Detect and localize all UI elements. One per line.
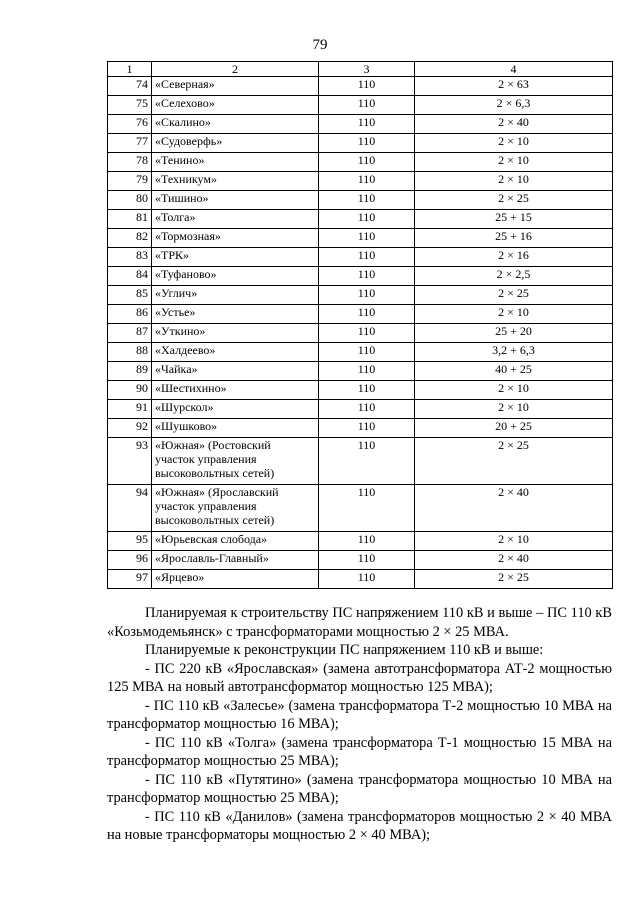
body-text (107, 604, 612, 845)
substation-name-text: «Уткино» (155, 324, 206, 338)
voltage-kv: 110 (319, 210, 415, 229)
substation-name-text: «Северная» (155, 77, 215, 91)
substation-name (152, 115, 319, 134)
substation-name (152, 191, 319, 210)
substation-name (152, 172, 319, 191)
row-number: 88 (108, 343, 152, 362)
voltage-kv: 110 (319, 153, 415, 172)
voltage-kv: 110 (319, 485, 415, 532)
paragraph: - ПС 110 кВ «Путятино» (замена трансформатора мощностью 10 МВА на трансформатор мощностью 25 МВА); (107, 771, 612, 806)
substation-name-text: «Селехово» (155, 96, 215, 110)
transformer-capacity: 2 × 25 (415, 191, 613, 210)
transformer-capacity: 25 + 20 (415, 324, 613, 343)
row-number: 83 (108, 248, 152, 267)
voltage-kv: 110 (319, 570, 415, 589)
table-row (108, 286, 613, 305)
voltage-kv: 110 (319, 551, 415, 570)
voltage-kv: 110 (319, 96, 415, 115)
substation-name-text: «Юрьевская слобода» (155, 532, 268, 546)
substation-name-text: «Тормозная» (155, 229, 221, 243)
substation-name (152, 248, 319, 267)
transformer-capacity: 2 × 40 (415, 115, 613, 134)
substation-name (152, 551, 319, 570)
substation-name (152, 229, 319, 248)
table-row (108, 210, 613, 229)
paragraph: - ПС 220 кВ «Ярославская» (замена автотрансформатора АТ-2 мощностью 125 МВА на новый автотрансформатор мощностью 125 МВА); (107, 660, 612, 695)
transformer-capacity: 2 × 10 (415, 134, 613, 153)
substation-name-text: «Ярцево» (155, 570, 205, 584)
column-header: 3 (319, 62, 415, 77)
substation-name-text: «Шушково» (155, 419, 218, 433)
voltage-kv: 110 (319, 191, 415, 210)
voltage-kv: 110 (319, 400, 415, 419)
row-number: 82 (108, 229, 152, 248)
table-row (108, 438, 613, 485)
transformer-capacity: 25 + 15 (415, 210, 613, 229)
transformer-capacity: 3,2 + 6,3 (415, 343, 613, 362)
row-number: 89 (108, 362, 152, 381)
row-number: 85 (108, 286, 152, 305)
substation-name-text: «Судоверфь» (155, 134, 223, 148)
substation-name-text: «Южная» (Ростовский участок управления высоковольтных сетей) (155, 438, 275, 480)
table-row (108, 343, 613, 362)
transformer-capacity: 2 × 40 (415, 551, 613, 570)
transformer-capacity: 2 × 25 (415, 286, 613, 305)
substation-name-text: «Устье» (155, 305, 196, 319)
paragraph: Планируемые к реконструкции ПС напряжением 110 кВ и выше: (145, 642, 544, 658)
row-number: 91 (108, 400, 152, 419)
table-row (108, 532, 613, 551)
table-row (108, 153, 613, 172)
row-number: 79 (108, 172, 152, 191)
substation-name-text: «Тишино» (155, 191, 209, 205)
row-number: 86 (108, 305, 152, 324)
voltage-kv: 110 (319, 267, 415, 286)
voltage-kv: 110 (319, 305, 415, 324)
table-row (108, 248, 613, 267)
substation-name-text: «Чайка» (155, 362, 198, 376)
voltage-kv: 110 (319, 229, 415, 248)
substation-name (152, 210, 319, 229)
substation-name (152, 324, 319, 343)
voltage-kv: 110 (319, 134, 415, 153)
substation-name-text: «Туфаново» (155, 267, 217, 281)
substation-name-text: «Ярославль-Главный» (155, 551, 269, 565)
transformer-capacity: 2 × 10 (415, 400, 613, 419)
table-row (108, 96, 613, 115)
transformer-capacity: 40 + 25 (415, 362, 613, 381)
substation-name-text: «Углич» (155, 286, 198, 300)
table-row (108, 191, 613, 210)
transformer-capacity: 2 × 16 (415, 248, 613, 267)
voltage-kv: 110 (319, 343, 415, 362)
transformer-capacity: 2 × 10 (415, 381, 613, 400)
row-number: 97 (108, 570, 152, 589)
column-header: 2 (152, 62, 319, 77)
table-row (108, 400, 613, 419)
substation-name (152, 305, 319, 324)
transformer-capacity: 2 × 25 (415, 438, 613, 485)
row-number: 84 (108, 267, 152, 286)
row-number: 94 (108, 485, 152, 532)
substation-name (152, 96, 319, 115)
substation-name (152, 438, 319, 485)
table-header-row (108, 62, 613, 77)
substation-name (152, 77, 319, 96)
row-number: 80 (108, 191, 152, 210)
transformer-capacity: 25 + 16 (415, 229, 613, 248)
voltage-kv: 110 (319, 419, 415, 438)
voltage-kv: 110 (319, 438, 415, 485)
table-row (108, 305, 613, 324)
substation-name-text: «ТРК» (155, 248, 190, 262)
row-number: 78 (108, 153, 152, 172)
voltage-kv: 110 (319, 324, 415, 343)
substation-name (152, 400, 319, 419)
transformer-capacity: 2 × 6,3 (415, 96, 613, 115)
substation-name (152, 362, 319, 381)
paragraph: Планируемая к строительству ПС напряжением 110 кВ и выше – ПС 110 кВ «Козьмодемьянск» с трансформаторами мощностью 2 × 25 МВА. (107, 605, 612, 640)
table-row (108, 115, 613, 134)
row-number: 77 (108, 134, 152, 153)
table-row (108, 485, 613, 532)
substation-name (152, 343, 319, 362)
substation-name (152, 419, 319, 438)
voltage-kv: 110 (319, 248, 415, 267)
row-number: 96 (108, 551, 152, 570)
transformer-capacity: 20 + 25 (415, 419, 613, 438)
voltage-kv: 110 (319, 532, 415, 551)
transformer-capacity: 2 × 40 (415, 485, 613, 532)
row-number: 90 (108, 381, 152, 400)
substation-name-text: «Халдеево» (155, 343, 216, 357)
table-row (108, 419, 613, 438)
voltage-kv: 110 (319, 381, 415, 400)
table-row (108, 324, 613, 343)
transformer-capacity: 2 × 10 (415, 532, 613, 551)
table-row (108, 134, 613, 153)
row-number: 95 (108, 532, 152, 551)
transformer-capacity: 2 × 63 (415, 77, 613, 96)
transformer-capacity: 2 × 10 (415, 153, 613, 172)
table-row (108, 381, 613, 400)
voltage-kv: 110 (319, 77, 415, 96)
transformer-capacity: 2 × 2,5 (415, 267, 613, 286)
substation-name (152, 532, 319, 551)
substation-name (152, 267, 319, 286)
transformer-capacity: 2 × 10 (415, 305, 613, 324)
voltage-kv: 110 (319, 172, 415, 191)
substation-name-text: «Толга» (155, 210, 196, 224)
page-number: 79 (312, 37, 328, 53)
column-header: 4 (415, 62, 613, 77)
voltage-kv: 110 (319, 286, 415, 305)
table-row (108, 570, 613, 589)
substations-table (107, 61, 613, 589)
substation-name (152, 485, 319, 532)
substation-name-text: «Южная» (Ярославский участок управления высоковольтных сетей) (155, 485, 279, 527)
row-number: 92 (108, 419, 152, 438)
row-number: 87 (108, 324, 152, 343)
table-row (108, 362, 613, 381)
table-row (108, 229, 613, 248)
paragraph: - ПС 110 кВ «Толга» (замена трансформатора Т-1 мощностью 15 МВА на трансформатор мощностью 25 МВА); (107, 734, 612, 769)
substation-name-text: «Тенино» (155, 153, 205, 167)
substation-name (152, 381, 319, 400)
substation-name-text: «Шурскол» (155, 400, 214, 414)
row-number: 75 (108, 96, 152, 115)
transformer-capacity: 2 × 10 (415, 172, 613, 191)
substation-name (152, 286, 319, 305)
row-number: 93 (108, 438, 152, 485)
substation-name (152, 570, 319, 589)
row-number: 74 (108, 77, 152, 96)
column-header: 1 (108, 62, 152, 77)
voltage-kv: 110 (319, 362, 415, 381)
substation-name-text: «Скалино» (155, 115, 211, 129)
paragraph: - ПС 110 кВ «Залесье» (замена трансформатора Т-2 мощностью 10 МВА на трансформатор мощностью 16 МВА); (107, 697, 612, 732)
substation-name-text: «Шестихино» (155, 381, 227, 395)
table-body (108, 77, 613, 589)
table-row (108, 267, 613, 286)
paragraph: - ПС 110 кВ «Данилов» (замена трансформаторов мощностью 2 × 40 МВА на новые трансформаторы мощностью 2 × 40 МВА); (107, 808, 612, 843)
table-row (108, 172, 613, 191)
substation-name (152, 134, 319, 153)
table-row (108, 551, 613, 570)
substation-name-text: «Техникум» (155, 172, 217, 186)
row-number: 76 (108, 115, 152, 134)
transformer-capacity: 2 × 25 (415, 570, 613, 589)
substation-name (152, 153, 319, 172)
row-number: 81 (108, 210, 152, 229)
table-row (108, 77, 613, 96)
voltage-kv: 110 (319, 115, 415, 134)
